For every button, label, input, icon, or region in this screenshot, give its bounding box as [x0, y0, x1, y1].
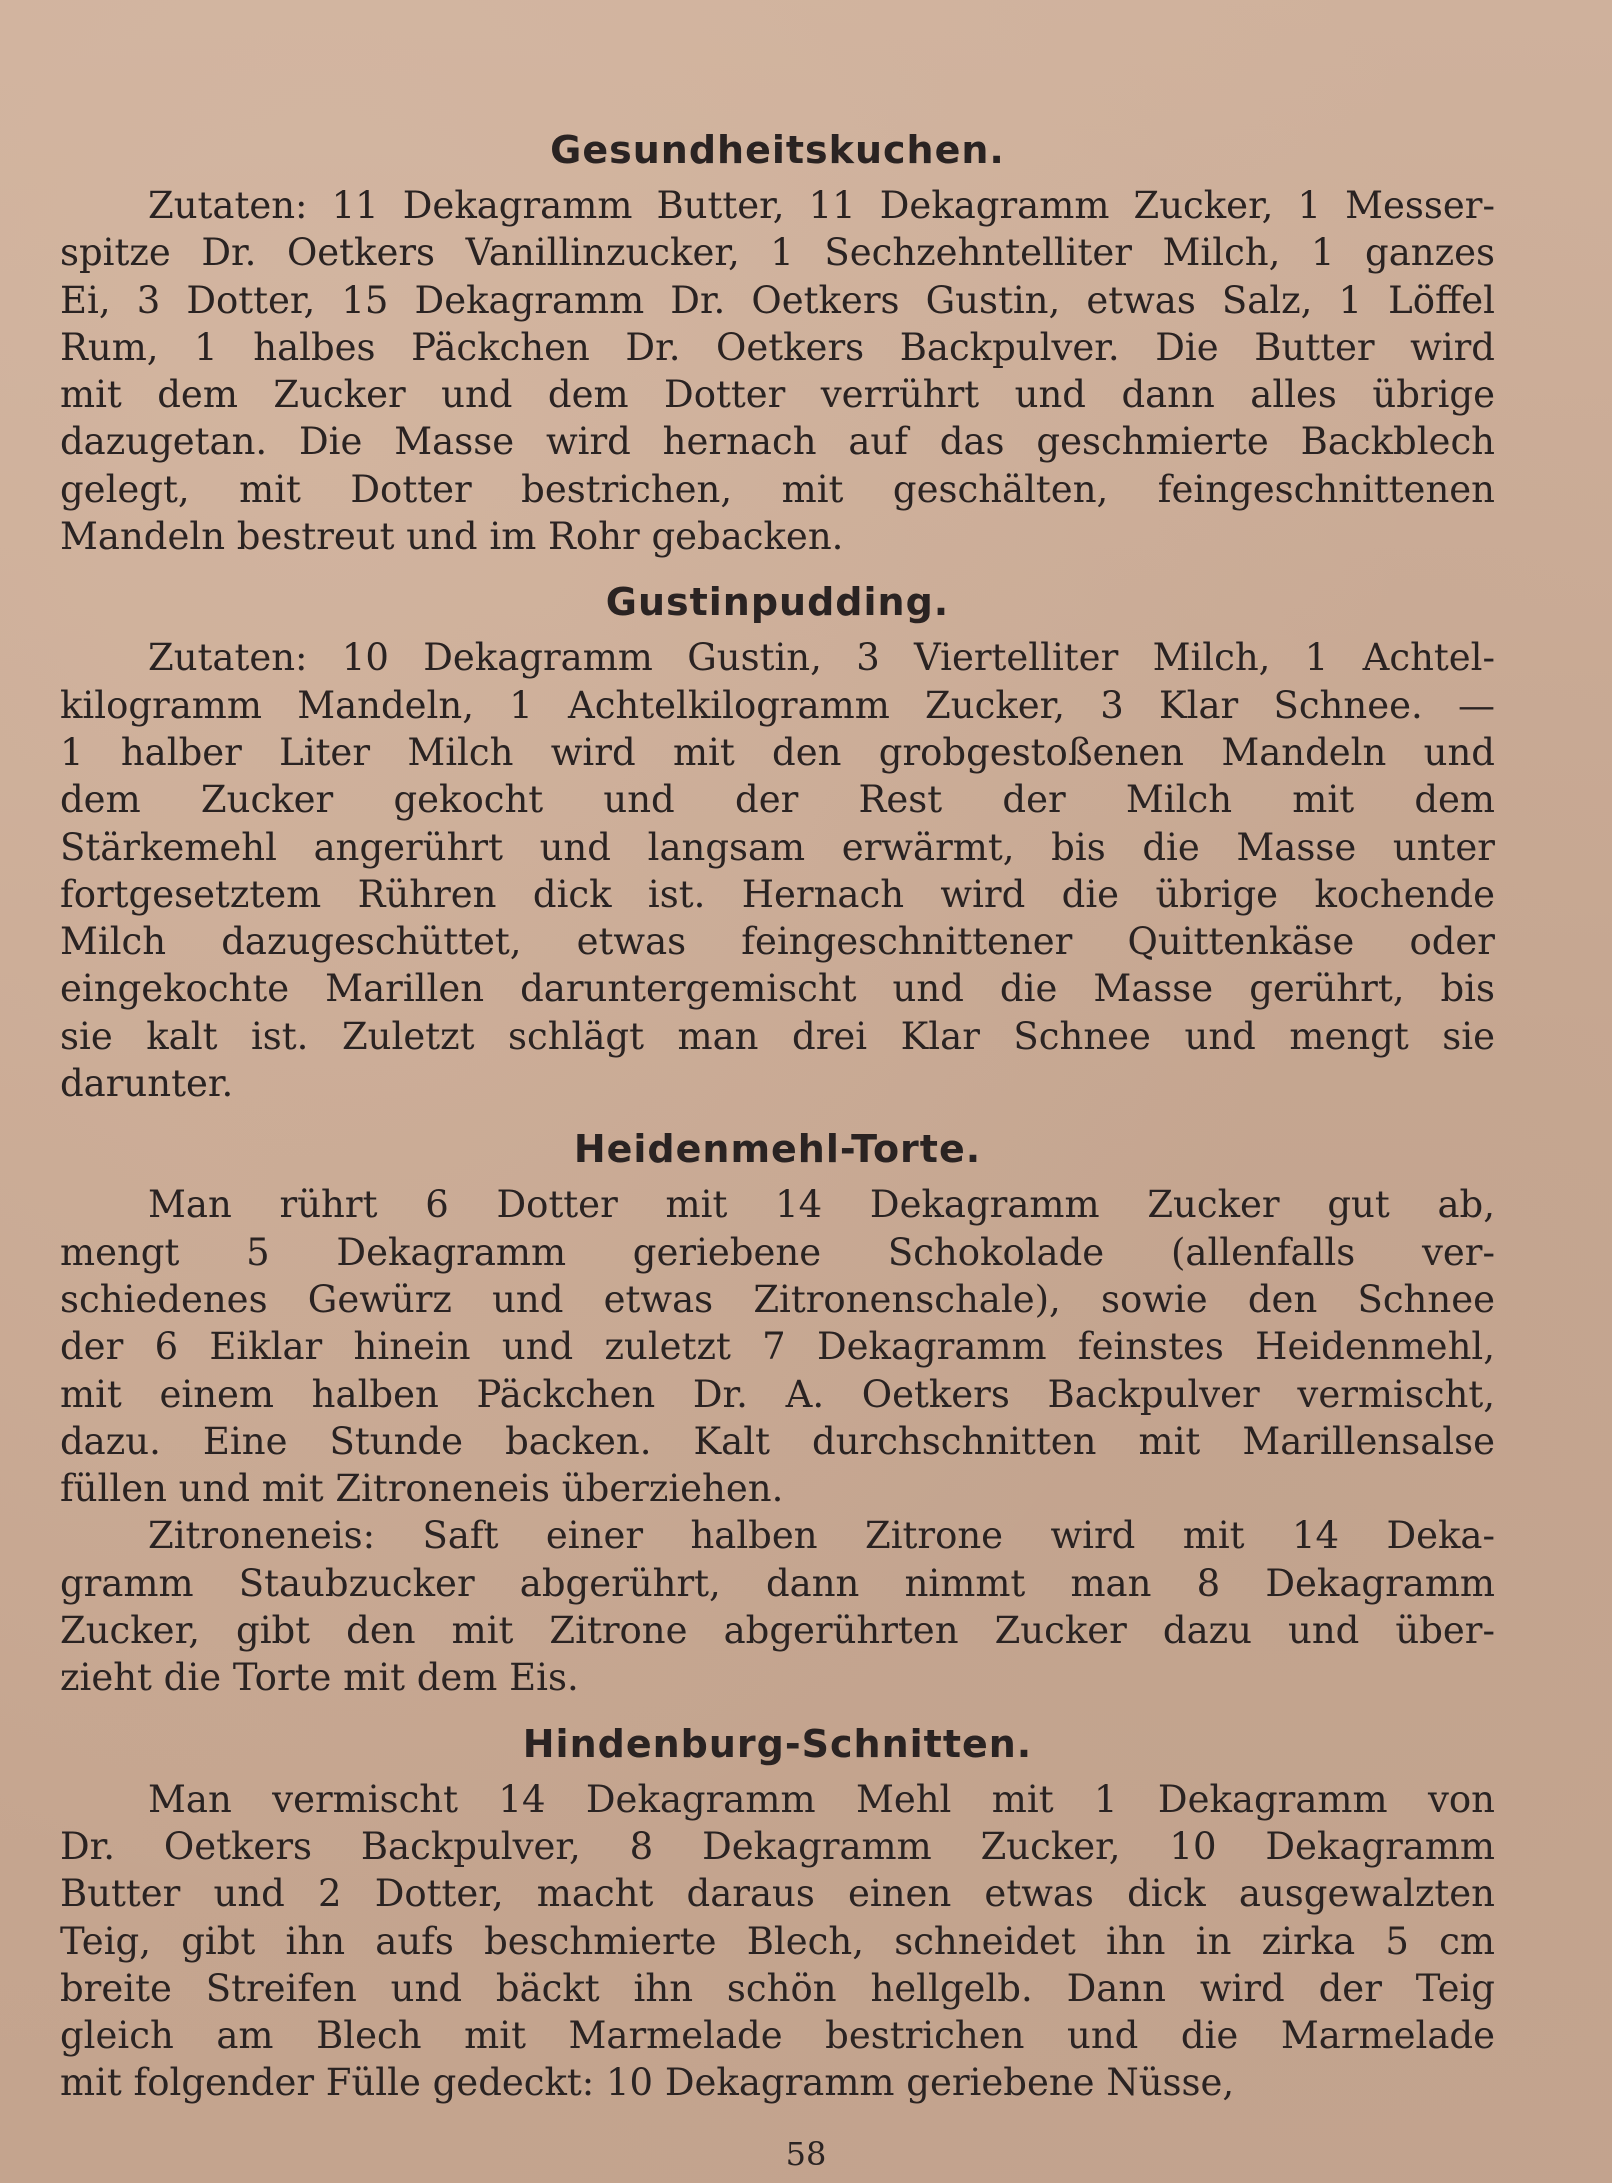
text-line: füllen und mit Zitroneneis überziehen. — [60, 1467, 784, 1511]
text-line: sie kalt ist. Zuletzt schlägt man drei Klar Schnee und mengt sie — [60, 1014, 1495, 1058]
recipe-paragraph — [60, 1512, 1495, 1701]
text-line: Zucker, gibt den mit Zitrone abgerührten Zucker dazu und über- — [60, 1609, 1495, 1653]
text-line: mit einem halben Päckchen Dr. A. Oetkers Backpulver vermischt, — [60, 1372, 1495, 1416]
recipe-paragraph — [60, 1181, 1495, 1512]
text-line: 1 halber Liter Milch wird mit den grobgestoßenen Mandeln und — [60, 730, 1495, 774]
text-line: spitze Dr. Oetkers Vanillinzucker, 1 Sechzehntelliter Milch, 1 ganzes — [60, 231, 1495, 275]
text-line: Zitroneneis: Saft einer halben Zitrone wird mit 14 Deka- — [148, 1514, 1495, 1558]
text-line: Man vermischt 14 Dekagramm Mehl mit 1 Dekagramm von — [148, 1777, 1495, 1821]
text-line: Rum, 1 halbes Päckchen Dr. Oetkers Backpulver. Die Butter wird — [60, 325, 1495, 369]
page-content — [60, 118, 1495, 2117]
text-line: Mandeln bestreut und im Rohr gebacken. — [60, 515, 844, 559]
text-line: mengt 5 Dekagramm geriebene Schokolade (allenfalls ver- — [60, 1230, 1495, 1274]
text-line: der 6 Eiklar hinein und zuletzt 7 Dekagramm feinstes Heidenmehl, — [60, 1325, 1495, 1369]
text-line: Dr. Oetkers Backpulver, 8 Dekagramm Zucker, 10 Dekagramm — [60, 1824, 1495, 1868]
text-line: Ei, 3 Dotter, 15 Dekagramm Dr. Oetkers Gustin, etwas Salz, 1 Löffel — [60, 278, 1495, 322]
section-gap — [60, 2107, 1495, 2117]
text-line: mit dem Zucker und dem Dotter verrührt und dann alles übrige — [60, 373, 1495, 417]
text-line: kilogramm Mandeln, 1 Achtelkilogramm Zucker, 3 Klar Schnee. — — [60, 683, 1495, 727]
text-line: dem Zucker gekocht und der Rest der Milch mit dem — [60, 778, 1495, 822]
text-line: dazu. Eine Stunde backen. Kalt durchschnitten mit Marillensalse — [60, 1419, 1495, 1463]
text-line: mit folgender Fülle gedeckt: 10 Dekagramm geriebene Nüsse, — [60, 2061, 1235, 2105]
text-line: breite Streifen und bäckt ihn schön hellgelb. Dann wird der Teig — [60, 1966, 1495, 2010]
section-gap — [60, 1702, 1495, 1712]
text-line: gelegt, mit Dotter bestrichen, mit geschälten, feingeschnittenen — [60, 467, 1495, 511]
recipe-paragraph — [60, 182, 1495, 560]
recipe-title: Gustinpudding. — [605, 580, 950, 625]
text-line: darunter. — [60, 1062, 234, 1106]
text-line: eingekochte Marillen daruntergemischt und die Masse gerührt, bis — [60, 967, 1495, 1011]
text-line: Teig, gibt ihn aufs beschmierte Blech, schneidet ihn in zirka 5 cm — [60, 1919, 1495, 1963]
text-line: fortgesetztem Rühren dick ist. Hernach wird die übrige kochende — [60, 872, 1495, 916]
text-line: zieht die Torte mit dem Eis. — [60, 1656, 579, 1700]
recipe-title: Gesundheitskuchen. — [550, 128, 1005, 172]
text-line: dazugetan. Die Masse wird hernach auf das geschmierte Backblech — [60, 420, 1495, 464]
section-gap — [60, 1107, 1495, 1117]
text-line: gleich am Blech mit Marmelade bestrichen und die Marmelade — [60, 2014, 1495, 2058]
page-number: 58 — [785, 2135, 827, 2173]
text-line: Milch dazugeschüttet, etwas feingeschnittener Quittenkäse oder — [60, 920, 1495, 964]
recipe-paragraph — [60, 1776, 1495, 2107]
text-line: Man rührt 6 Dotter mit 14 Dekagramm Zucker gut ab, — [148, 1183, 1495, 1227]
recipe-title: Heidenmehl-Torte. — [573, 1127, 982, 1172]
recipe-paragraph — [60, 634, 1495, 1107]
text-line: Butter und 2 Dotter, macht daraus einen etwas dick ausgewalzten — [60, 1872, 1495, 1916]
section-gap — [60, 560, 1495, 570]
text-line: schiedenes Gewürz und etwas Zitronenschale), sowie den Schnee — [60, 1277, 1495, 1321]
text-line: gramm Staubzucker abgerührt, dann nimmt man 8 Dekagramm — [60, 1561, 1495, 1605]
text-line: Zutaten: 11 Dekagramm Butter, 11 Dekagramm Zucker, 1 Messer- — [148, 184, 1495, 227]
text-line: Stärkemehl angerührt und langsam erwärmt, bis die Masse unter — [60, 825, 1495, 869]
text-line: Zutaten: 10 Dekagramm Gustin, 3 Viertelliter Milch, 1 Achtel- — [148, 636, 1495, 680]
recipe-title: Hindenburg-Schnitten. — [522, 1721, 1033, 1766]
